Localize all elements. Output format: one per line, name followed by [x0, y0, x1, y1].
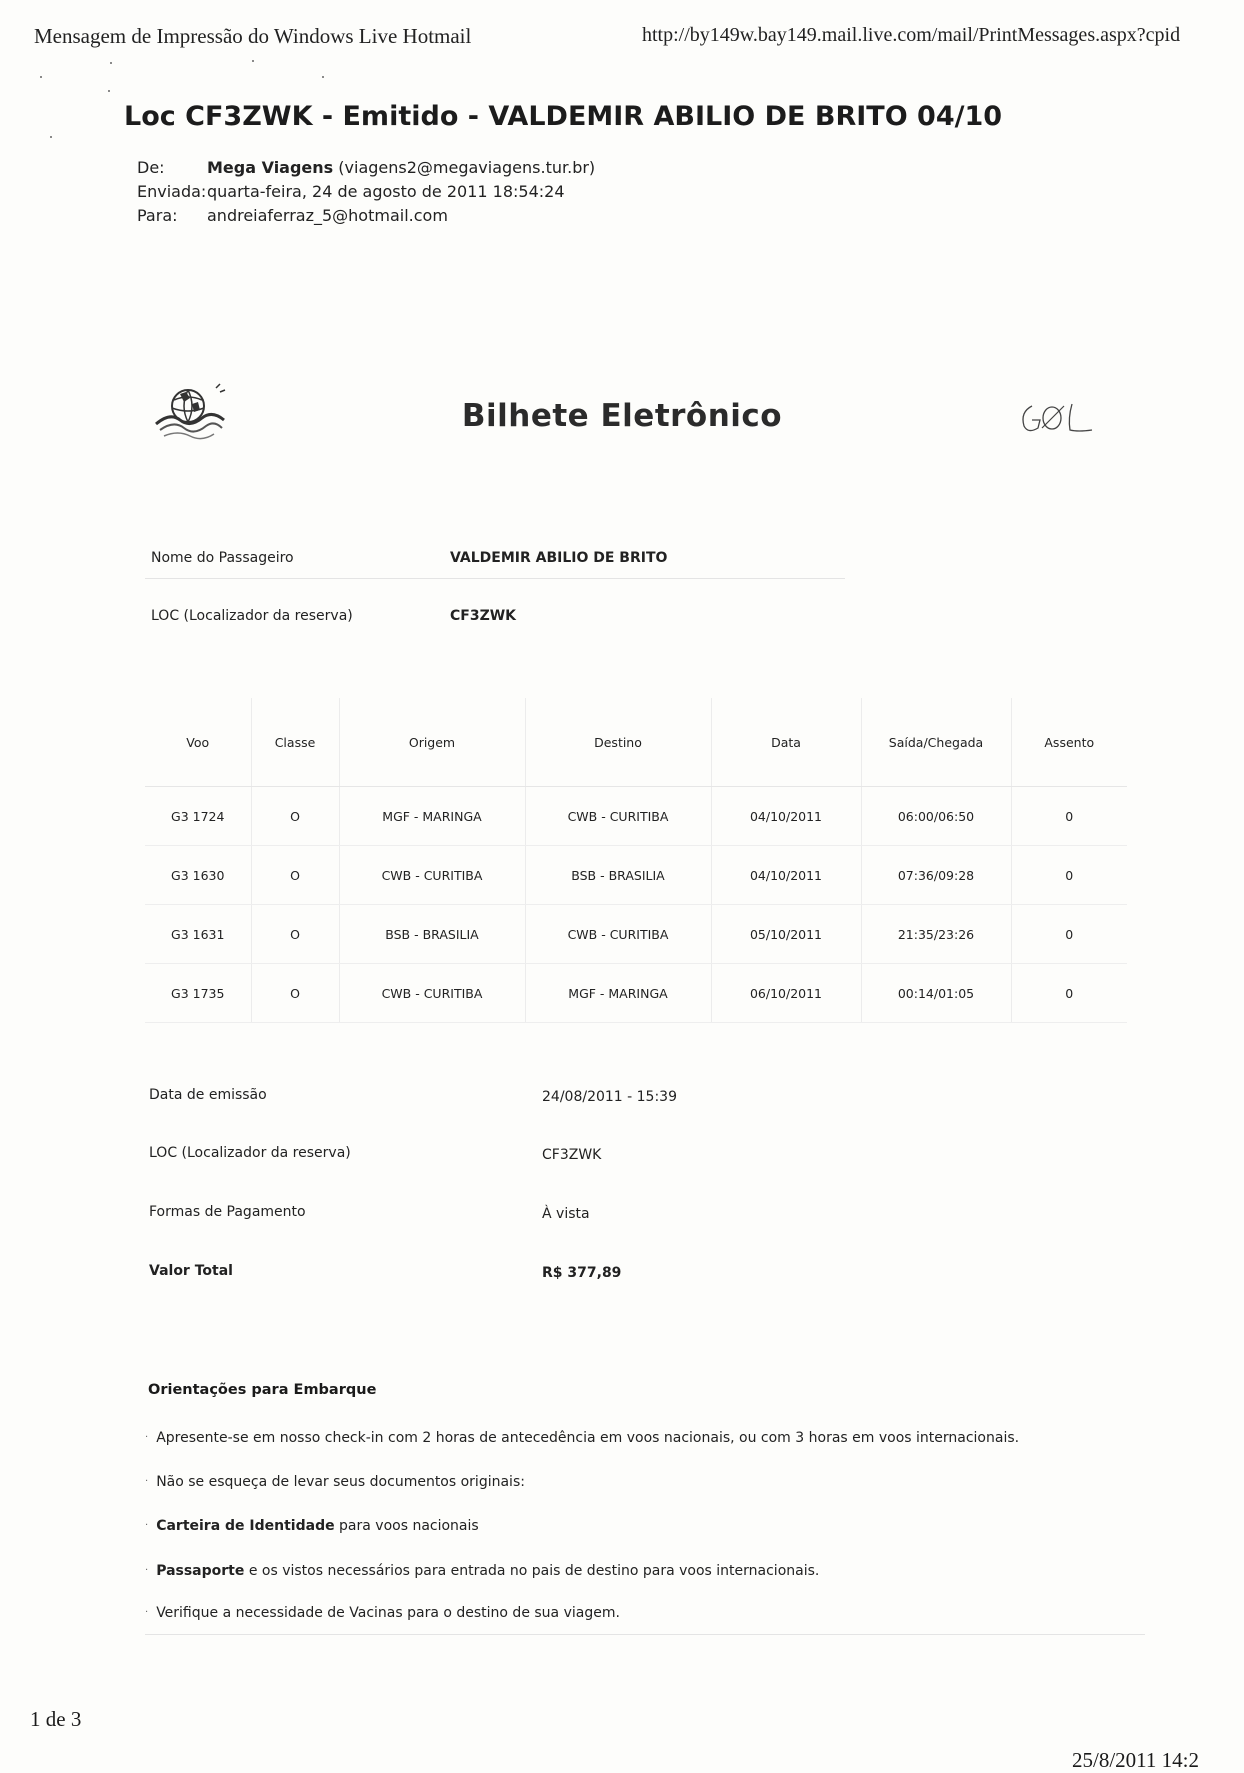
total-label: Valor Total	[149, 1263, 233, 1279]
col-header-class: Classe	[251, 698, 339, 787]
boarding-text: Não se esqueça de levar seus documentos originais:	[156, 1474, 525, 1490]
sent-date: quarta-feira, 24 de agosto de 2011 18:54:24	[207, 182, 565, 201]
boarding-text-bold: Carteira de Identidade	[156, 1518, 335, 1534]
origin: MGF - MARINGA	[339, 787, 525, 846]
print-datetime: 25/8/2011 14:2	[1072, 1748, 1199, 1772]
col-header-origin: Origem	[339, 698, 525, 787]
sender-email: (viagens2@megaviagens.tur.br)	[338, 158, 596, 177]
seat: 0	[1011, 905, 1127, 964]
flight-date: 05/10/2011	[711, 905, 861, 964]
page-count: 1 de 3	[30, 1707, 82, 1731]
sender-name: Mega Viagens	[207, 158, 334, 177]
boarding-text: Verifique a necessidade de Vacinas para o destino de sua viagem.	[156, 1605, 620, 1621]
payment-value: À vista	[542, 1206, 590, 1222]
col-header-flight: Voo	[145, 698, 251, 787]
handwritten-carrier-mark	[1018, 398, 1098, 438]
to-label: Para:	[137, 206, 178, 225]
destination: MGF - MARINGA	[525, 964, 711, 1023]
print-header-title: Mensagem de Impressão do Windows Live Hotmail	[34, 24, 472, 48]
boarding-item: · Carteira de Identidade para voos nacionais	[145, 1518, 479, 1534]
destination: CWB - CURITIBA	[525, 905, 711, 964]
flight-number: G3 1724	[145, 787, 251, 846]
email-subject: Loc CF3ZWK - Emitido - VALDEMIR ABILIO DE BRITO 04/10	[124, 101, 1003, 132]
flight-number: G3 1631	[145, 905, 251, 964]
boarding-item: · Não se esqueça de levar seus documentos originais:	[145, 1474, 525, 1490]
print-header-url: http://by149w.bay149.mail.live.com/mail/PrintMessages.aspx?cpid	[642, 24, 1181, 46]
flight-times: 00:14/01:05	[861, 964, 1011, 1023]
boarding-text: para voos nacionais	[334, 1518, 479, 1534]
seat: 0	[1011, 787, 1127, 846]
table-row	[145, 964, 1127, 1023]
table-row	[145, 905, 1127, 964]
flights-table	[145, 698, 1127, 1023]
col-header-destination: Destino	[525, 698, 711, 787]
col-header-departure-arrival: Saída/Chegada	[861, 698, 1011, 787]
boarding-text: e os vistos necessários para entrada no pais de destino para voos internacionais.	[244, 1563, 820, 1579]
sent-row	[137, 182, 565, 201]
ticket-title: Bilhete Eletrônico	[461, 398, 783, 434]
from-label: De:	[137, 158, 165, 177]
seat: 0	[1011, 964, 1127, 1023]
recipient-email: andreiaferraz_5@hotmail.com	[207, 206, 448, 225]
issue-date-value: 24/08/2011 - 15:39	[542, 1089, 677, 1105]
issue-date-label: Data de emissão	[149, 1087, 267, 1103]
to-row	[137, 206, 448, 225]
col-header-seat: Assento	[1011, 698, 1127, 787]
boarding-title: Orientações para Embarque	[148, 1382, 377, 1398]
fare-class: O	[251, 905, 339, 964]
loc-label: LOC (Localizador da reserva)	[151, 608, 353, 624]
flight-date: 04/10/2011	[711, 846, 861, 905]
origin: CWB - CURITIBA	[339, 964, 525, 1023]
divider	[145, 1634, 1145, 1635]
fare-class: O	[251, 846, 339, 905]
total-value: R$ 377,89	[542, 1265, 622, 1281]
fare-class: O	[251, 787, 339, 846]
boarding-text-bold: Passaporte	[156, 1563, 245, 1579]
boarding-text: Apresente-se em nosso check-in com 2 horas de antecedência em voos nacionais, ou com 3 horas em voos internacionais.	[156, 1430, 1020, 1446]
flight-date: 04/10/2011	[711, 787, 861, 846]
flight-date: 06/10/2011	[711, 964, 861, 1023]
flight-times: 21:35/23:26	[861, 905, 1011, 964]
sent-label: Enviada:	[137, 182, 207, 201]
loc-code: CF3ZWK	[450, 608, 517, 624]
origin: BSB - BRASILIA	[339, 905, 525, 964]
boarding-item: · Apresente-se em nosso check-in com 2 horas de antecedência em voos nacionais, ou com 3 horas em voos internacionais.	[145, 1430, 1020, 1446]
summary-loc-label: LOC (Localizador da reserva)	[149, 1145, 351, 1161]
boarding-item: · Passaporte e os vistos necessários para entrada no pais de destino para voos internacionais.	[145, 1563, 820, 1579]
flight-times: 07:36/09:28	[861, 846, 1011, 905]
col-header-date: Data	[711, 698, 861, 787]
table-row	[145, 846, 1127, 905]
flight-times: 06:00/06:50	[861, 787, 1011, 846]
destination: BSB - BRASILIA	[525, 846, 711, 905]
boarding-item: · Verifique a necessidade de Vacinas para o destino de sua viagem.	[145, 1605, 620, 1621]
passenger-label: Nome do Passageiro	[151, 550, 294, 566]
divider	[145, 578, 845, 579]
seat: 0	[1011, 846, 1127, 905]
from-row	[137, 158, 595, 177]
passenger-name: VALDEMIR ABILIO DE BRITO	[450, 550, 668, 566]
table-row	[145, 787, 1127, 846]
summary-loc-value: CF3ZWK	[542, 1147, 602, 1163]
fare-class: O	[251, 964, 339, 1023]
origin: CWB - CURITIBA	[339, 846, 525, 905]
flight-number: G3 1630	[145, 846, 251, 905]
payment-label: Formas de Pagamento	[149, 1204, 306, 1220]
flight-number: G3 1735	[145, 964, 251, 1023]
destination: CWB - CURITIBA	[525, 787, 711, 846]
table-header-row	[145, 698, 1127, 787]
